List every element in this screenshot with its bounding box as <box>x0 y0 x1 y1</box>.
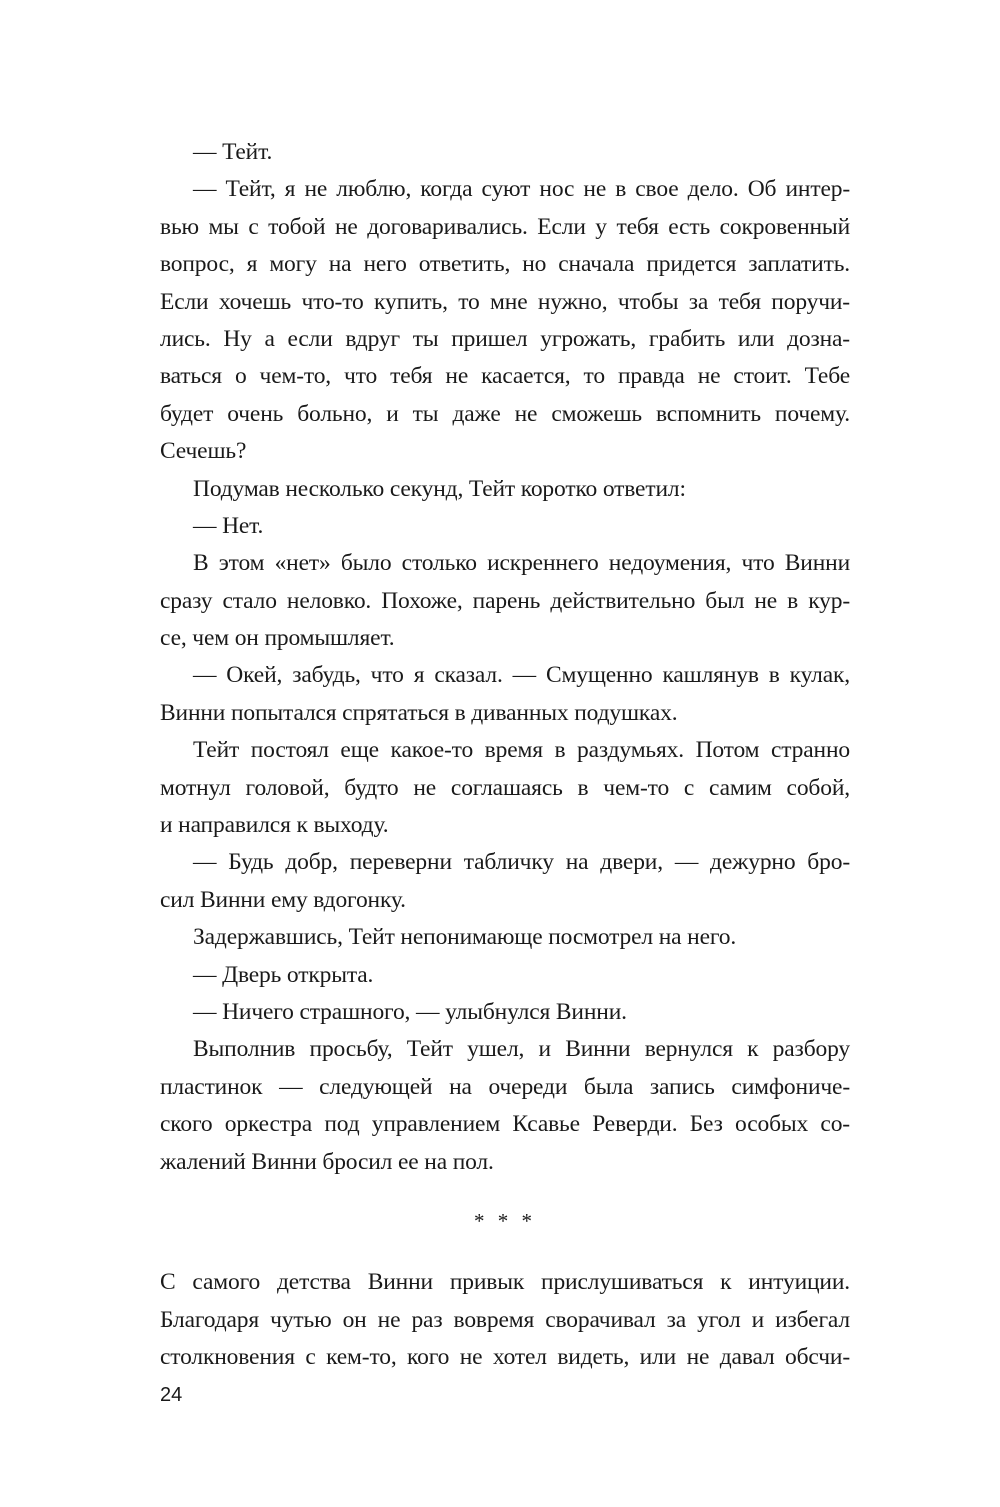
text-line: будет очень больно, и ты даже не сможешь вспомнить почему. <box>160 400 850 427</box>
text-line: Задержавшись, Тейт непонимающе посмотрел на него. <box>193 924 737 951</box>
text-line: — Дверь открыта. <box>193 961 374 988</box>
text-line: сразу стало неловко. Похоже, парень действительно был не в кур- <box>160 587 850 614</box>
page-number: 24 <box>160 1384 183 1406</box>
text-line: столкновения с кем-то, кого не хотел видеть, или не давал обсчи- <box>160 1344 850 1371</box>
text-line: — Ничего страшного, — улыбнулся Винни. <box>193 998 627 1025</box>
text-line: Подумав несколько секунд, Тейт коротко ответил: <box>193 475 686 502</box>
text-line: — Будь добр, переверни табличку на двери, — дежурно бро- <box>193 849 850 876</box>
text-line: и направился к выходу. <box>160 812 389 839</box>
text-line: Благодаря чутью он не раз вовремя сворачивал за угол и избегал <box>160 1306 850 1333</box>
section-separator: * * * <box>474 1208 536 1233</box>
text-line: вопрос, я могу на него ответить, но сначала придется заплатить. <box>160 251 850 278</box>
text-line: Тейт постоял еще какое-то время в раздумьях. Потом странно <box>193 737 850 764</box>
text-line: пластинок — следующей на очереди была запись симфониче- <box>160 1073 850 1100</box>
text-line: Если хочешь что-то купить, то мне нужно, чтобы за тебя поручи- <box>160 288 850 315</box>
text-line: ваться о чем-то, что тебя не касается, то правда не стоит. Тебе <box>160 363 850 390</box>
text-line: В этом «нет» было столько искреннего недоумения, что Винни <box>193 550 850 577</box>
text-line: мотнул головой, будто не соглашаясь в чем-то с самим собой, <box>160 774 850 801</box>
text-line: — Окей, забудь, что я сказал. — Смущенно кашлянув в кулак, <box>193 662 850 689</box>
text-line: лись. Ну а если вдруг ты пришел угрожать, грабить или дозна- <box>160 325 850 352</box>
text-line: С самого детства Винни привык прислушиваться к интуиции. <box>160 1269 850 1296</box>
text-line: Винни попытался спрятаться в диванных подушках. <box>160 699 678 726</box>
text-line: се, чем он промышляет. <box>160 625 395 652</box>
text-line: — Тейт, я не люблю, когда суют нос не в свое дело. Об интер- <box>193 176 850 203</box>
body-text <box>160 134 850 1377</box>
text-line: Сечешь? <box>160 438 247 465</box>
text-line: Выполнив просьбу, Тейт ушел, и Винни вернулся к разбору <box>193 1036 850 1063</box>
text-line: — Тейт. <box>193 139 273 165</box>
text-line: ского оркестра под управлением Ксавье Реверди. Без особых со- <box>160 1111 850 1138</box>
text-line: жалений Винни бросил ее на пол. <box>160 1148 494 1175</box>
text-line: вью мы с тобой не договаривались. Если у тебя есть сокровенный <box>160 213 850 240</box>
text-line: сил Винни ему вдогонку. <box>160 886 406 913</box>
text-line: — Нет. <box>193 512 264 539</box>
